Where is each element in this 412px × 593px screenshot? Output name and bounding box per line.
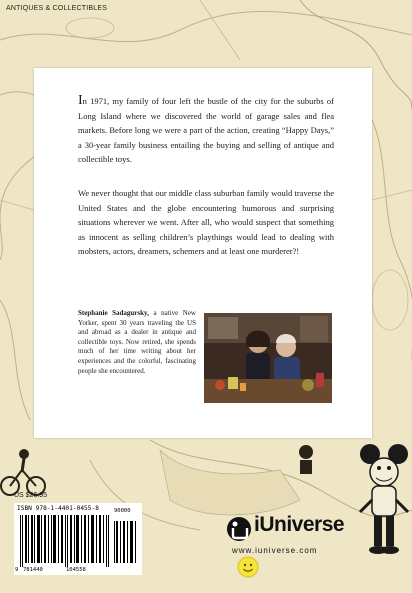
publisher-logo (226, 512, 366, 546)
smiley-face-icon (237, 556, 259, 578)
author-bio (78, 309, 196, 376)
publisher-url: www.iuniverse.com (232, 546, 318, 555)
barcode-digit-prefix: 9 (15, 567, 19, 573)
blurb-paragraph-1-text: n 1971, my family of four left the bustle of the city for the suburbs of Long Island where we discovered the world of garage sales and flea markets. Before long we were a part of the action, creating “Happy Days,” a 30-year family business entailing the buying and selling of antique and collectible toys. (78, 96, 334, 165)
back-cover-panel (34, 68, 372, 438)
author-name: Stephanie Sadagursky, (78, 309, 149, 317)
price-label: US $26.95 (14, 492, 48, 499)
drop-cap: I (78, 93, 83, 108)
category-label: ANTIQUES & COLLECTIBLES (6, 5, 108, 12)
blurb-paragraph-2: We never thought that our middle class suburban family would traverse the United States and the globe encountering humorous and surprising situations wherever we went. After all, who would suspect that something as innocent as selling children’s playthings would lead to dealing with mobsters, actors, dreamers, schemers and at least one murderer?! (78, 188, 334, 257)
barcode-digits-group-2: 104558 (66, 567, 86, 573)
isbn-barcode-box (14, 503, 142, 575)
motorcycle-toy-icon (0, 440, 46, 500)
publisher-name: iUniverse (254, 513, 345, 536)
author-bio-text: a native New Yorker, spent 30 years traveling the US and abroad as a dealer in antique and collectible toys. Now retired, she spends much of her time writing about her experiences and the colorful, fascinating people she encountered. (78, 309, 196, 375)
isbn-label: ISBN 978-1-4401-0455-8 (17, 505, 99, 512)
barcode-digits-group-1: 781440 (23, 567, 43, 573)
iuniverse-logo-icon (226, 516, 252, 542)
blurb-paragraph-1 (78, 94, 334, 167)
toy-figure-icon (286, 440, 326, 480)
barcode-icon (18, 515, 138, 567)
author-photo (204, 313, 332, 403)
barcode-addon-digits: 90000 (114, 508, 131, 514)
